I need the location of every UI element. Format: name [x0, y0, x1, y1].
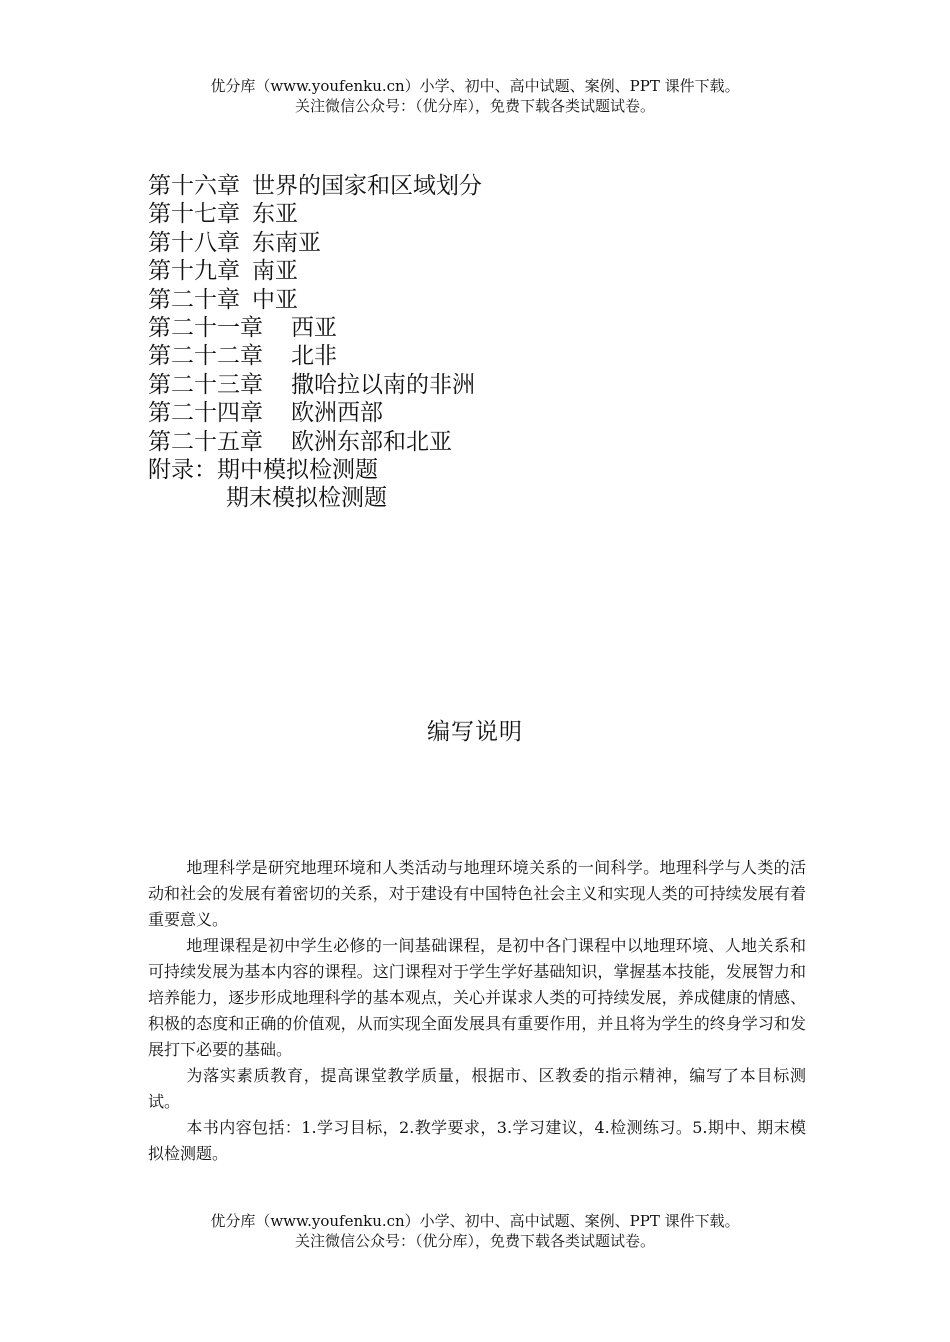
- paragraph: 为落实素质教育，提高课堂教学质量，根据市、区教委的指示精神，编写了本目标测试。: [148, 1066, 806, 1111]
- page-footer: [0, 1211, 950, 1251]
- chapter-title: 欧洲东部和北亚: [291, 428, 452, 455]
- header-line-2: 关注微信公众号：（优分库），免费下载各类试题试卷。: [294, 97, 655, 115]
- chapter-title: 南亚: [252, 258, 298, 285]
- body-text: [148, 855, 806, 1167]
- chapter-number: 第十六章: [148, 173, 240, 199]
- toc-item: [148, 314, 482, 342]
- table-of-contents: [148, 172, 482, 513]
- chapter-number: 第二十五章: [148, 428, 263, 455]
- toc-item: [148, 286, 482, 314]
- appendix-label: 附录：: [148, 457, 217, 484]
- chapter-title: 撒哈拉以南的非洲: [291, 371, 475, 398]
- toc-item: [148, 229, 482, 257]
- toc-appendix: [148, 456, 482, 484]
- footer-line-1: 优分库（www.youfenku.cn）小学、初中、高中试题、案例、PPT 课件下载。: [210, 1212, 740, 1230]
- toc-item: [148, 428, 482, 456]
- toc-item: [148, 399, 482, 427]
- chapter-number: 第二十一章: [148, 315, 263, 342]
- toc-item: [148, 172, 482, 200]
- chapter-title: 中亚: [252, 286, 298, 313]
- chapter-title: 西亚: [291, 315, 337, 342]
- toc-item: [148, 371, 482, 399]
- chapter-number: 第二十三章: [148, 371, 263, 398]
- chapter-number: 第二十二章: [148, 343, 263, 370]
- header-line-1: 优分库（www.youfenku.cn）小学、初中、高中试题、案例、PPT 课件下载。: [210, 77, 740, 95]
- toc-item: [148, 342, 482, 370]
- chapter-number: 第十七章: [148, 201, 240, 228]
- chapter-title: 北非: [291, 343, 337, 370]
- toc-item: [148, 200, 482, 228]
- paragraph: 本书内容包括：1.学习目标，2.教学要求，3.学习建议，4.检测练习。5.期中、期末模拟检测题。: [148, 1118, 806, 1163]
- chapter-number: 第十八章: [148, 229, 240, 256]
- chapter-title: 欧洲西部: [291, 400, 383, 427]
- chapter-title: 世界的国家和区域划分: [252, 173, 482, 199]
- paragraph: 地理科学是研究地理环境和人类活动与地理环境关系的一间科学。地理科学与人类的活动和社会的发展有着密切的关系，对于建设有中国特色社会主义和实现人类的可持续发展有着重要意义。: [148, 858, 806, 929]
- paragraph: 地理课程是初中学生必修的一间基础课程，是初中各门课程中以地理环境、人地关系和可持续发展为基本内容的课程。这门课程对于学生学好基础知识，掌握基本技能，发展智力和培养能力，逐步形成地理科学的基本观点，关心并谋求人类的可持续发展，养成健康的情感、积极的态度和正确的价值观，从而实现全面发展具有重要作用，并且将为学生的终身学习和发展打下必要的基础。: [148, 936, 806, 1059]
- chapter-title: 东亚: [252, 201, 298, 228]
- toc-appendix: [148, 484, 482, 512]
- appendix-item: 期末模拟检测题: [226, 485, 387, 512]
- footer-line-2: 关注微信公众号：（优分库），免费下载各类试题试卷。: [294, 1232, 655, 1250]
- toc-item: [148, 257, 482, 285]
- chapter-number: 第二十四章: [148, 400, 263, 427]
- chapter-number: 第二十章: [148, 286, 240, 313]
- chapter-title: 东南亚: [252, 229, 321, 256]
- page-header: [0, 76, 950, 116]
- section-title: 编写说明: [427, 719, 523, 745]
- appendix-item: 期中模拟检测题: [217, 457, 378, 484]
- chapter-number: 第十九章: [148, 258, 240, 285]
